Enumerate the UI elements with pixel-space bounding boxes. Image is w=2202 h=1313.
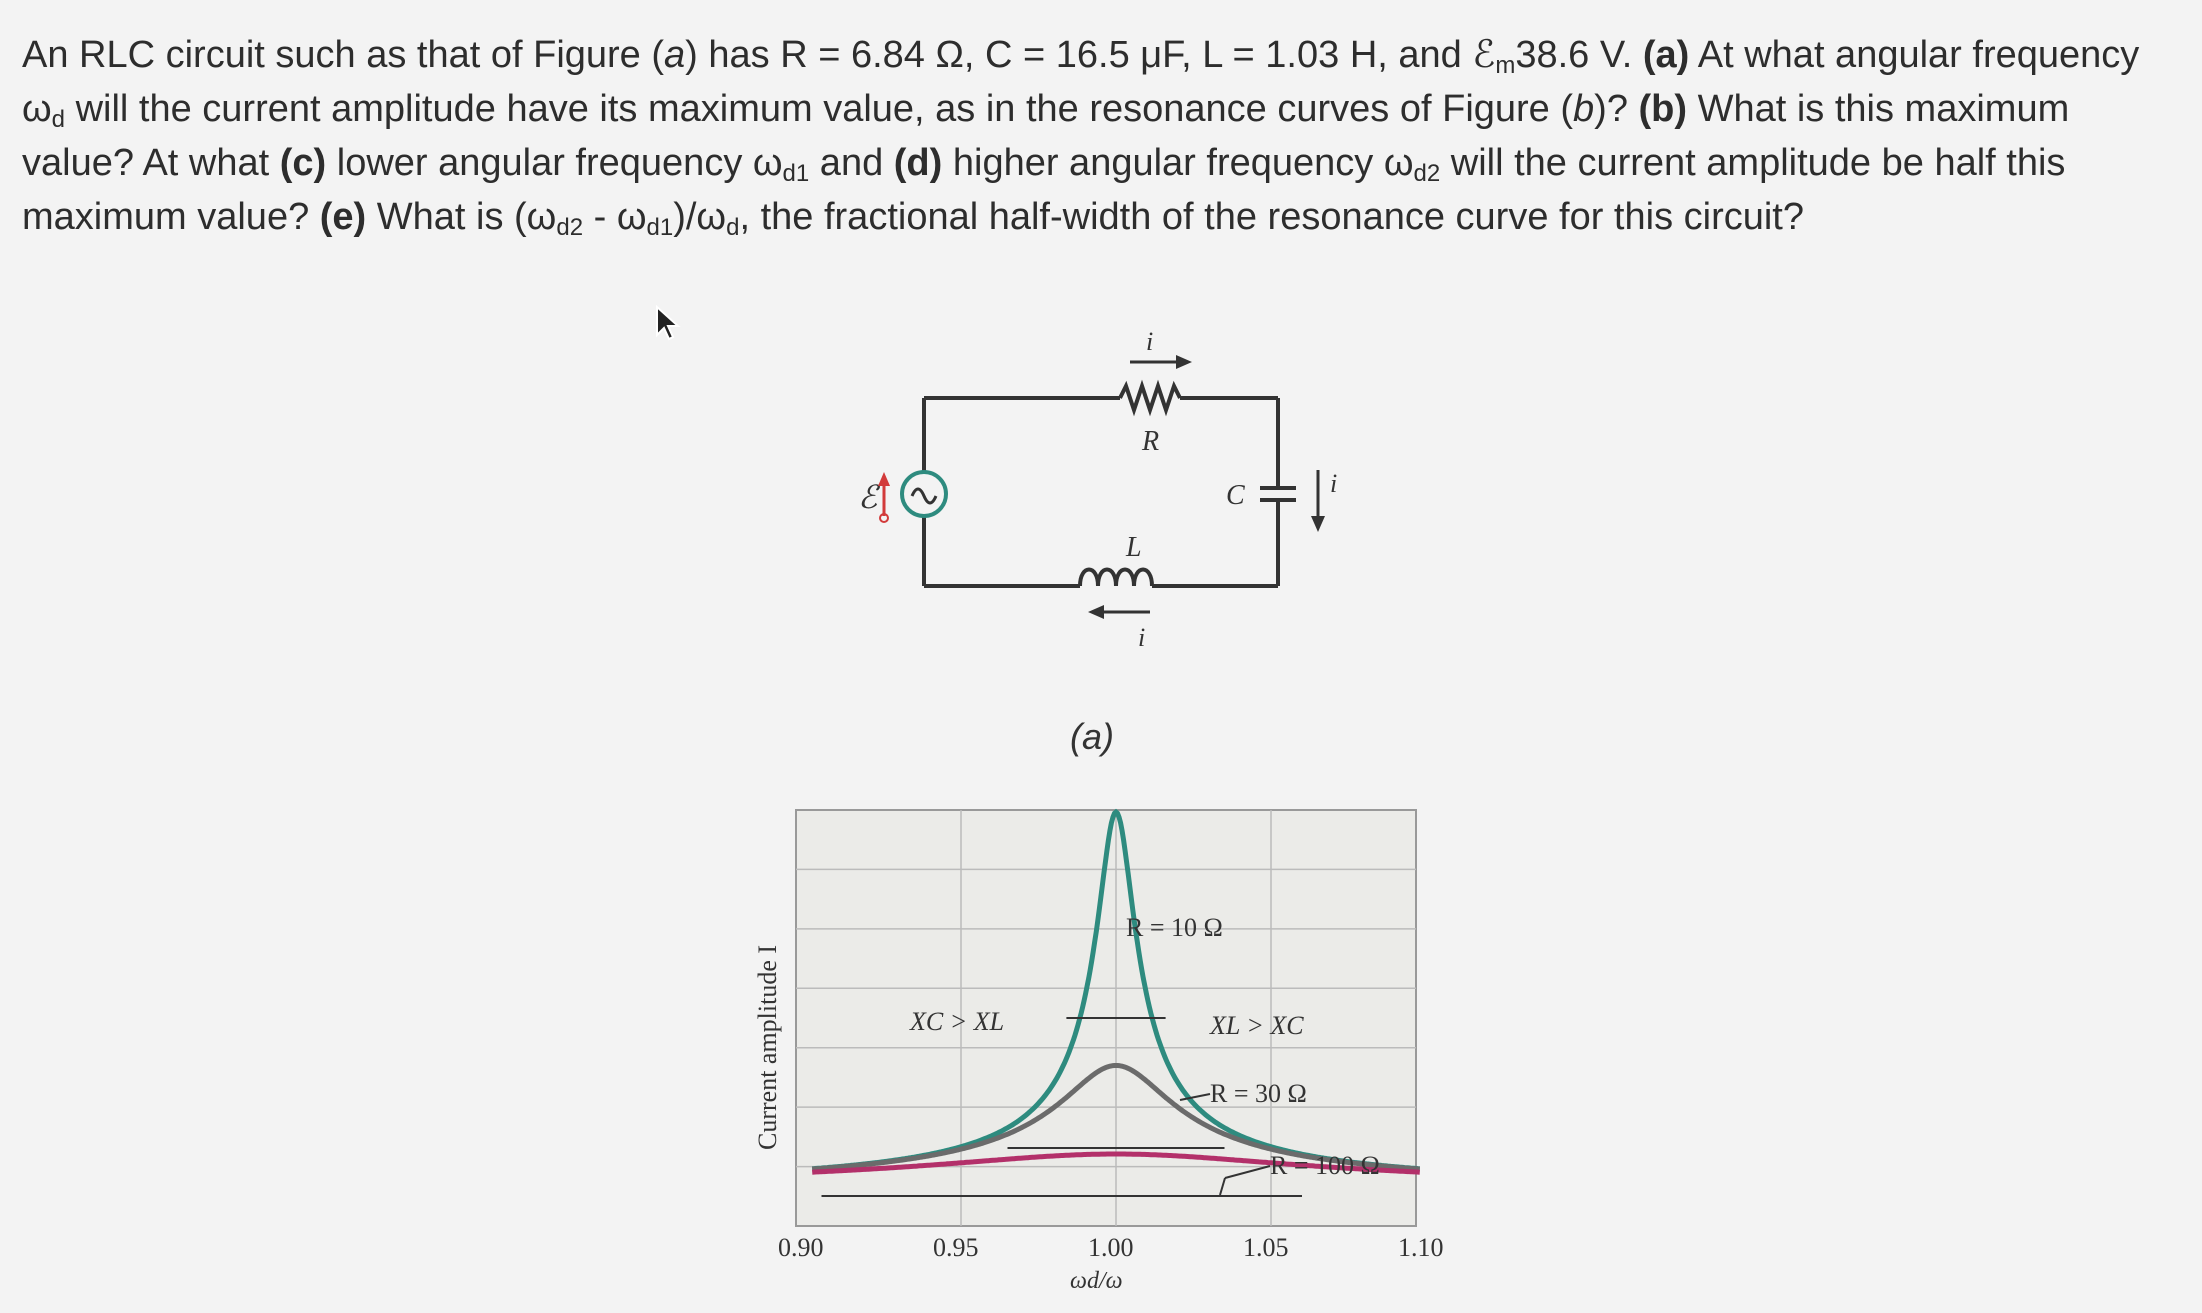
x-tick-4: 1.10	[1398, 1233, 1444, 1262]
current-label-bottom: i	[1138, 623, 1146, 650]
y-axis-label: Current amplitude I	[753, 944, 782, 1150]
x-tick-1: 0.95	[933, 1233, 979, 1262]
annotation-r30: R = 30 Ω	[1210, 1079, 1307, 1108]
emf-label: ℰ	[858, 479, 878, 515]
capacitor-label: C	[1226, 480, 1245, 511]
x-tick-0: 0.90	[778, 1233, 824, 1262]
part-d-label: (d)	[893, 142, 943, 184]
annotation-r100: R = 100 Ω	[1270, 1151, 1380, 1180]
figure-a-caption: (a)	[1070, 716, 1114, 757]
current-label-top: i	[1146, 327, 1154, 356]
mouse-pointer-icon	[655, 305, 685, 345]
part-e-label: (e)	[319, 196, 367, 238]
part-b-label: (b)	[1638, 88, 1688, 130]
annotation-xc-gt-xl: XC > XL	[910, 1007, 1005, 1036]
x-axis-label: ωd/ω	[1070, 1268, 1123, 1294]
part-c-label: (c)	[279, 142, 327, 184]
resonance-chart	[740, 800, 1460, 1310]
inductor-label: L	[1126, 532, 1142, 563]
current-label-right: i	[1330, 469, 1338, 498]
circuit-diagram	[840, 320, 1360, 650]
annotation-xl-gt-xc: XL > XC	[1210, 1011, 1304, 1040]
problem-statement: An RLC circuit such as that of Figure (a) has R = 6.84 Ω, C = 16.5 μF, L = 1.03 H, and ℰ$_m$38.6 V. (a) At what angular frequency $\omega_d$ will the current amplitude have its maximum value, as in the resonance curves of Figure (b)? (b) What is this maximum value? At what (c) lower angular frequency $\omega_{d1}$ and (d) higher angular frequency $\omega_{d2}$ will the current amplitude be half this maximum value? (e) What is $(\omega_{d2} - \omega_{d1})/\omega_d$, the fractional half-width of the resonance curve for this circuit?	[22, 34, 2140, 241]
annotation-r10: R = 10 Ω	[1126, 913, 1223, 942]
x-tick-2: 1.00	[1088, 1233, 1134, 1262]
x-tick-3: 1.05	[1243, 1233, 1289, 1262]
resistor-label: R	[1142, 426, 1160, 457]
x-tick-labels	[778, 1233, 1444, 1262]
part-a-label: (a)	[1642, 34, 1690, 76]
